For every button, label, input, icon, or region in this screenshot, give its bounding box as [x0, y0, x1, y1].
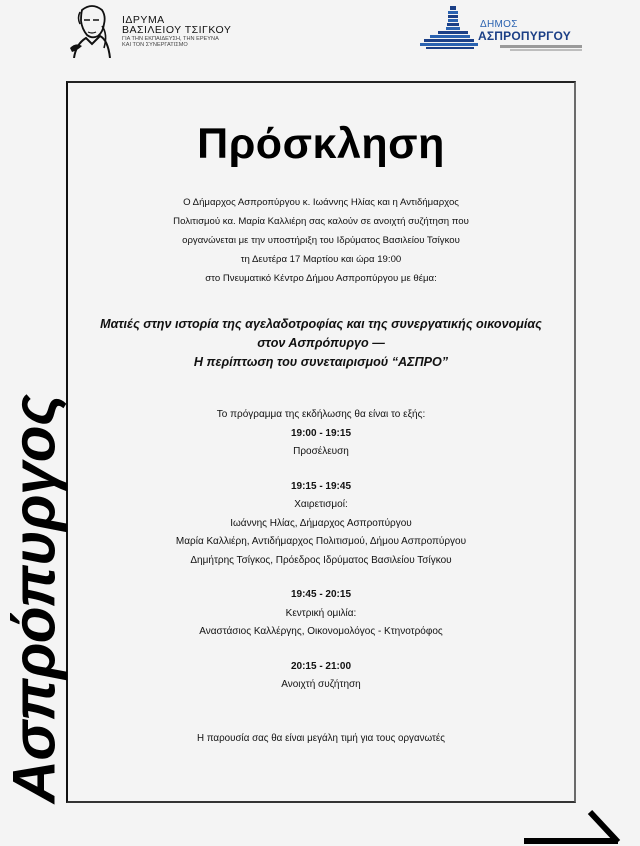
topic-line: Η περίπτωση του συνεταιρισμού “ΑΣΠΡΟ”: [193, 355, 449, 369]
logo-line-3: ΓΙΑ ΤΗΝ ΕΚΠΑΙΔΕΥΣΗ, ΤΗΝ ΕΡΕΥΝΑ: [122, 36, 219, 42]
program-line: Χαιρετισμοί:: [294, 499, 348, 510]
logo-underline: [500, 45, 582, 48]
logo-line-1: ΙΔΡΥΜΑ: [122, 14, 165, 26]
logo-line-2: ΒΑΣΙΛΕΙΟΥ ΤΣΙΓΚΟΥ: [122, 24, 232, 36]
municipality-label: ΔΗΜΟΣ: [480, 19, 518, 30]
program-line: Ανοιχτή συζήτηση: [281, 679, 361, 690]
topic-line: στον Ασπρόπυργο —: [257, 336, 385, 350]
program-line: Μαρία Καλλιέρη, Αντιδήμαρχος Πολιτισμού, Δήμου Ασπροπύργου: [175, 536, 467, 547]
topic-line: Ματιές στην ιστορία της αγελαδοτροφίας και της συνεργατικής οικονομίας: [100, 317, 542, 331]
program-time: 20:15 - 21:00: [290, 660, 352, 672]
side-label: [0, 394, 68, 804]
program-time: 19:15 - 19:45: [290, 480, 352, 492]
page-title: Πρόσκληση: [197, 120, 445, 168]
event-topic: [68, 315, 574, 372]
side-label-text: Ασπρόπυργος: [0, 394, 68, 804]
program-time: 19:45 - 20:15: [290, 589, 352, 600]
tower-icon: [420, 2, 480, 50]
program-line: Αναστάσιος Καλλέργης, Οικονομολόγος - Κτηνοτρόφος: [199, 626, 443, 637]
program-line: Ιωάννης Ηλίας, Δήμαρχος Ασπροπύργου: [230, 517, 412, 529]
portrait-icon: [66, 2, 116, 58]
closing-line: Η παρουσία σας θα είναι μεγάλη τιμή για τους οργανωτές: [197, 733, 445, 744]
program-line: Προσέλευση: [293, 446, 349, 457]
municipality-name: ΑΣΠΡΟΠΥΡΓΟΥ: [478, 29, 571, 43]
intro-line: στο Πνευματικό Κέντρο Δήμου Ασπροπύργου με θέμα:: [205, 273, 437, 284]
invitation-frame: [66, 81, 576, 803]
intro-line: οργανώνεται με την υποστήριξη του Ιδρύματος Βασιλείου Τσίγκου: [182, 235, 460, 246]
foundation-logo: [66, 2, 256, 58]
logo-line-4: ΚΑΙ ΤΟΝ ΣΥΝΕΡΓΑΤΙΣΜΟ: [122, 42, 188, 48]
event-program: [68, 406, 574, 695]
program-intro: Το πρόγραμμα της εκδήλωσης θα είναι το εξής:: [216, 409, 426, 420]
municipality-logo: [420, 2, 590, 54]
program-line: Δημήτρης Τσίγκος, Πρόεδρος Ιδρύματος Βασιλείου Τσίγκου: [190, 554, 452, 566]
intro-line: Πολιτισμού κα. Μαρία Καλλιέρη σας καλούν σε ανοιχτή συζήτηση που: [173, 216, 469, 227]
intro-line: τη Δευτέρα 17 Μαρτίου και ώρα 19:00: [240, 254, 402, 265]
program-time: 19:00 - 19:15: [290, 427, 352, 439]
program-line: Κεντρική ομιλία:: [285, 607, 357, 619]
logo-underline-2: [510, 49, 582, 51]
intro-paragraph: [68, 193, 574, 288]
arrow-right-icon[interactable]: [522, 808, 622, 846]
intro-line: Ο Δήμαρχος Ασπροπύργου κ. Ιωάννης Ηλίας και η Αντιδήμαρχος: [183, 197, 459, 208]
